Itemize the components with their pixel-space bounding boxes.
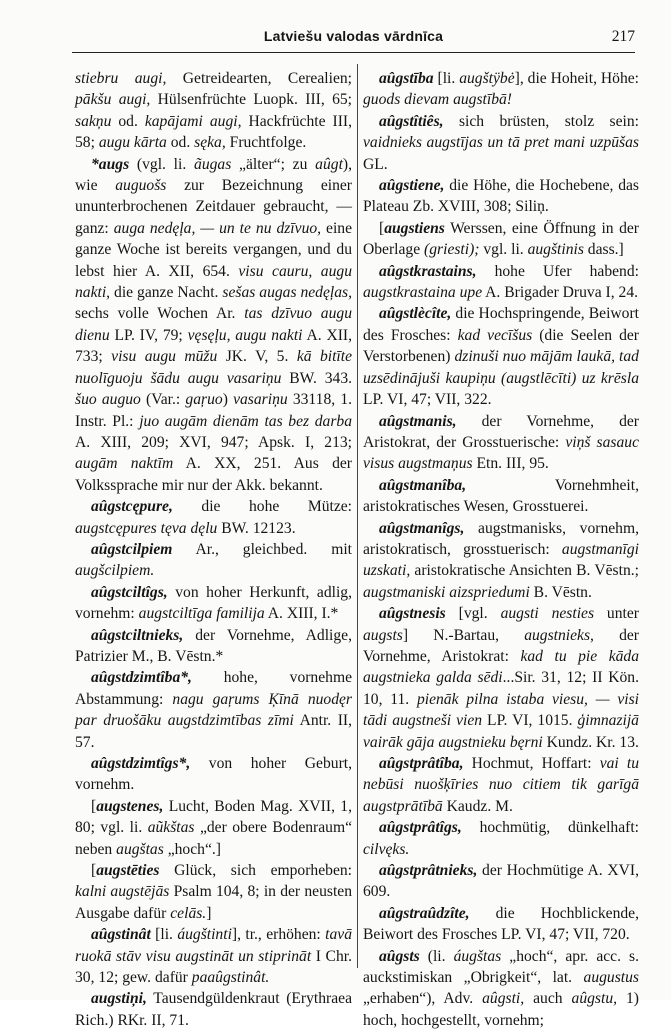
gloss-text: ], die Hoheit, Höhe: bbox=[514, 70, 639, 87]
gloss-text: [ bbox=[91, 797, 97, 815]
headword: aûgstdzimtîba*, bbox=[91, 669, 192, 687]
dictionary-entry-l12 bbox=[75, 988, 352, 1031]
example-text: nagu gaŗums Ķīnā nuodęr par druošāku augstdzimtības zīmi bbox=[75, 690, 352, 730]
headword: aûgstprâtîba, bbox=[379, 755, 464, 772]
example-text: augstkrastaina upe bbox=[363, 284, 483, 302]
dictionary-entry-r08 bbox=[363, 475, 639, 518]
gloss-text: der Vornehme, Aristokrat: bbox=[363, 626, 640, 665]
gloss-text: A. XII, 733; bbox=[75, 326, 352, 366]
example-text: juo augām dienām tas bez darba bbox=[139, 412, 353, 430]
dictionary-entry-r11 bbox=[363, 753, 639, 817]
example-text: sešas augas nedęļas, bbox=[222, 284, 352, 302]
gloss-text: A. XIII, 209; XVI, 947; Apsk. I, 213; bbox=[75, 433, 352, 451]
headword: augstenes, bbox=[96, 797, 164, 815]
headword: aûgstraûdzîte, bbox=[379, 904, 470, 922]
gloss-text: [li. bbox=[150, 926, 178, 944]
gloss-text: zur Bezeichnung einer ununterbrochenen Zeitdauer gebraucht, — ganz: bbox=[75, 177, 352, 237]
gloss-text: „hoch“, apr. acc. s. auckstimiskan „Obrigkeit“, lat. bbox=[363, 947, 639, 987]
gloss-text: A. XIII, I.* bbox=[264, 605, 339, 623]
headword: aûgstdzimtîgs*, bbox=[91, 755, 191, 772]
example-text: dzinuši nuo mājām laukā, tad uzsēdinājuši kaupiņu (augstlēcīti) uz krēsla bbox=[363, 348, 639, 387]
example-text: augustus bbox=[583, 969, 639, 987]
example-text: šuo auguo bbox=[75, 391, 141, 409]
example-text: auga nedęļa, — un te nu dzīvuo, bbox=[113, 219, 322, 237]
example-text: cilvęks. bbox=[363, 840, 410, 858]
gloss-text: Hackfrüchte III, 58; bbox=[75, 112, 352, 152]
gloss-text: eine ganze Woche ist bereits vergangen, und du lebst hier A. XII, 654. bbox=[75, 219, 352, 280]
example-text: áugštas bbox=[453, 947, 502, 965]
gloss-text: BW. 343. bbox=[281, 369, 353, 387]
headword: *augs bbox=[91, 155, 130, 173]
left-column bbox=[75, 68, 353, 1029]
gloss-text: [ bbox=[91, 862, 97, 880]
gloss-text: (Var.: bbox=[140, 391, 186, 409]
headword: aûgstlècîte, bbox=[379, 305, 452, 323]
example-text: aûgstu, bbox=[571, 990, 618, 1008]
gloss-text: ] bbox=[206, 904, 212, 922]
headword: augstiņi, bbox=[91, 990, 147, 1008]
example-text: sakņu bbox=[75, 112, 112, 130]
gloss-text: Hochmut, Hoffart: bbox=[463, 755, 600, 772]
gloss-text: Tausendgüldenkraut (Erythraea Rich.) RKr. II, 71. bbox=[75, 990, 352, 1029]
example-text: augstmanīgi uzskati, bbox=[363, 540, 639, 580]
example-text: paaûgstinât. bbox=[191, 969, 270, 987]
gloss-text: Werssen, eine Öffnung in der Oberlage bbox=[363, 219, 639, 259]
gloss-text: Etn. III, 95. bbox=[472, 455, 549, 473]
dictionary-entry-l08 bbox=[75, 753, 352, 796]
example-text: ģimnaziјā vairāk gāja augstnieku bęrni bbox=[363, 712, 639, 751]
example-text: sęka, bbox=[194, 134, 226, 152]
headword: aûgstcilpiem bbox=[91, 540, 173, 558]
dictionary-entry-r13 bbox=[363, 860, 639, 903]
gloss-text: der Hochmütige A. XVI, 609. bbox=[363, 862, 639, 901]
example-text: guods dievam augstībā! bbox=[363, 91, 512, 109]
gloss-text: 1) hoch, hochgestellt, vornehm; bbox=[363, 990, 639, 1029]
example-text: kā bitīte nuolīguoju šādu augu vasariņu bbox=[75, 348, 353, 387]
gloss-text: hohe, vornehme Abstammung: bbox=[75, 669, 352, 708]
gloss-text: sechs volle Wochen Ar. bbox=[75, 305, 245, 323]
headword: aûgstprâtnieks, bbox=[379, 862, 478, 880]
gloss-text: Fruchtfolge. bbox=[225, 134, 307, 152]
example-text: gaŗuo bbox=[185, 391, 223, 409]
gloss-text: hohe Ufer habend: bbox=[476, 262, 639, 280]
gloss-text: LP. VI, 1015. bbox=[482, 712, 578, 730]
headword: aûgsts bbox=[379, 947, 420, 965]
gloss-text: augstmanisks, vornehm, aristokratisch, grosstuerisch: bbox=[363, 519, 639, 558]
dictionary-entry-l09 bbox=[75, 796, 352, 860]
dictionary-entry-r06 bbox=[363, 303, 639, 410]
gloss-text: die ganze Nacht. bbox=[110, 284, 223, 302]
dictionary-entry-l05 bbox=[75, 582, 352, 625]
example-text: auguošs bbox=[115, 177, 167, 195]
gloss-text: ), wie bbox=[75, 155, 352, 195]
example-text: augu kārta bbox=[98, 134, 167, 152]
headword: aûgstiene, bbox=[379, 177, 445, 195]
example-text: visu augu mūžu bbox=[111, 348, 218, 366]
dictionary-entry-r07 bbox=[363, 411, 639, 475]
example-text: kapājami augi, bbox=[144, 112, 242, 130]
example-text: stiebru augi, bbox=[75, 70, 167, 87]
example-text: pākšu augi, bbox=[75, 91, 151, 109]
gloss-text: „älter“; zu bbox=[231, 155, 316, 173]
dictionary-entry-r09 bbox=[363, 518, 639, 604]
example-text: kad tu pie kāda augstnieka galda sēdi bbox=[363, 647, 640, 687]
gloss-text: von hoher Geburt, vornehm. bbox=[75, 755, 352, 794]
dictionary-entry-l11 bbox=[75, 924, 352, 988]
gloss-text: Lucht, Boden Mag. XVII, 1, 80; vgl. li. bbox=[75, 797, 352, 837]
gloss-text: JK. V, 5. bbox=[217, 348, 297, 366]
headword: aûgstciltîgs, bbox=[91, 583, 168, 601]
headword: aûgstciltnieks, bbox=[91, 626, 184, 644]
example-text: vęsęļu, augu nakti bbox=[187, 326, 303, 344]
dictionary-entry-l06 bbox=[75, 625, 352, 668]
gloss-text: ] N.-Bartau, bbox=[402, 626, 525, 644]
gloss-text: Kaudz. M. bbox=[442, 797, 513, 815]
gloss-text: von hoher Herkunft, adlig, vornehm: bbox=[75, 583, 352, 623]
example-text: tavā ruokā stāv visu augstināt un stiprināt bbox=[75, 926, 352, 965]
dictionary-entry-r10 bbox=[363, 603, 639, 753]
example-text: pienāk pilna istaba viesu, — visi tādi augstneši vien bbox=[363, 690, 640, 730]
gloss-text: die Hochspringende, Beiwort des Frosches: bbox=[363, 305, 639, 344]
dictionary-entry-l04 bbox=[75, 539, 352, 582]
example-text: tas dzīvuo augu dienu bbox=[75, 305, 352, 344]
dictionary-entry-l07 bbox=[75, 667, 352, 753]
gloss-text: [ bbox=[379, 219, 385, 237]
gloss-text: Ar., gleichbed. mit bbox=[172, 540, 352, 558]
column-divider bbox=[357, 64, 358, 968]
gloss-text: Glück, sich emporheben: bbox=[159, 862, 352, 880]
example-text: celās. bbox=[170, 904, 207, 922]
gloss-text: (die Seelen der Verstorbenen) bbox=[363, 326, 640, 366]
gloss-text: Kundz. Kr. 13. bbox=[542, 733, 639, 751]
gloss-text: hochmütig, dünkelhaft: bbox=[461, 819, 639, 837]
gloss-text: „erhaben“), Adv. bbox=[363, 990, 483, 1008]
dictionary-entry-r05 bbox=[363, 261, 639, 304]
example-text: augstnieks, bbox=[524, 626, 594, 644]
example-text: áugštinti bbox=[177, 926, 232, 944]
dictionary-entry-l03 bbox=[75, 496, 352, 539]
headword: augstiens bbox=[384, 219, 445, 237]
gloss-text: [li. bbox=[433, 70, 460, 87]
page-number: 217 bbox=[611, 28, 635, 45]
example-text: aûgsti, bbox=[482, 990, 525, 1008]
dictionary-entry-r04 bbox=[363, 218, 639, 261]
gloss-text: B. Vēstn. bbox=[529, 583, 592, 601]
gloss-text: od. bbox=[111, 112, 145, 130]
headword: aûgstprâtîgs, bbox=[379, 819, 462, 837]
gloss-text: A. XX, 251. Aus der Volkssprache mir nur der Akk. bekannt. bbox=[75, 455, 352, 494]
dictionary-entry-r01 bbox=[363, 68, 639, 111]
gloss-text: unter bbox=[594, 605, 639, 623]
example-text: ãugas bbox=[194, 155, 232, 173]
headword: aûgstmanîba, bbox=[379, 476, 467, 494]
example-text: visu cauru, augu nakti, bbox=[75, 262, 352, 302]
gloss-text: aristokratische Ansichten B. Vēstn.; bbox=[410, 562, 639, 580]
gloss-text: (vgl. li. bbox=[129, 155, 195, 173]
gloss-text: A. Brigader Druva I, 24. bbox=[482, 284, 639, 302]
example-text: augšcilpiem. bbox=[75, 562, 155, 580]
gloss-text: dass.] bbox=[583, 241, 624, 259]
gloss-text: „hoch“.] bbox=[163, 840, 221, 858]
headword: aûgstkrastains, bbox=[379, 262, 477, 280]
gloss-text: die hohe Mütze: bbox=[172, 498, 352, 516]
gloss-text: ) bbox=[222, 391, 234, 409]
gloss-text: vgl. li. bbox=[479, 241, 528, 259]
headword: aûgstcępure, bbox=[91, 498, 173, 516]
example-text: augstmaniski aizspriedumi bbox=[363, 583, 530, 601]
gloss-text: sich brüsten, stolz sein: bbox=[443, 112, 639, 130]
example-text: (griesti); bbox=[424, 241, 480, 259]
example-text: aûgt bbox=[315, 155, 343, 173]
gloss-text: auch bbox=[524, 990, 572, 1008]
dictionary-entry-r14 bbox=[363, 903, 639, 946]
example-text: vaidnieks augstījas un tā pret mani uzpūšas bbox=[363, 134, 639, 152]
example-text: augsts bbox=[363, 626, 403, 644]
gloss-text: (li. bbox=[419, 947, 454, 965]
right-column bbox=[363, 68, 640, 1029]
headword: aûgstinât bbox=[91, 926, 151, 944]
dictionary-entry-r12 bbox=[363, 817, 639, 860]
gloss-text: od. bbox=[166, 134, 195, 152]
gloss-text: ], tr., erhöhen: bbox=[231, 926, 326, 944]
gloss-text: der Vornehme, der Aristokrat, der Grosstuerische: bbox=[363, 412, 639, 451]
example-text: augstcępures tęva dęlu bbox=[75, 519, 218, 537]
example-text: augstciltīga familija bbox=[138, 605, 265, 623]
example-text: kad vecīšus bbox=[457, 326, 533, 344]
gloss-text: Antr. II, 57. bbox=[75, 712, 353, 751]
gloss-text: 33118, 1. Instr. Pl.: bbox=[75, 391, 353, 430]
gloss-text: der Vornehme, Adlige, Patrizier M., B. Vēstn.* bbox=[75, 626, 352, 665]
header-title: Latviešu valodas vārdnīca bbox=[263, 28, 444, 44]
dictionary-entry-r15 bbox=[363, 946, 639, 1031]
gloss-text: „der obere Bodenraum“ neben bbox=[75, 819, 352, 858]
example-text: augštinis bbox=[527, 241, 584, 259]
gloss-text: LP. IV, 79; bbox=[109, 326, 188, 344]
dictionary-entry-r03 bbox=[363, 175, 639, 218]
gloss-text: BW. 12123. bbox=[217, 519, 296, 537]
gloss-text: ...Sir. 31, 12; II Kön. 10, 11. bbox=[363, 669, 639, 708]
gloss-text: [vgl. bbox=[445, 605, 501, 623]
gloss-text: GL. bbox=[363, 155, 388, 173]
example-text: augštas bbox=[116, 840, 164, 858]
example-text: augsti nesties bbox=[500, 605, 595, 623]
gloss-text: I Chr. 30, 12; gew. dafür bbox=[75, 947, 352, 987]
gloss-text: die Höhe, die Hochebene, das Plateau Zb. XVIII, 308; Siliņ. bbox=[363, 177, 639, 216]
running-header bbox=[72, 28, 635, 53]
gloss-text: LP. VI, 47; VII, 322. bbox=[363, 391, 492, 409]
dictionary-entry-r02 bbox=[363, 111, 639, 175]
gloss-text: Vornehmheit, aristokratisches Wesen, Grosstuerei. bbox=[363, 476, 639, 516]
example-text: vasariņu bbox=[233, 391, 288, 409]
gloss-text: Getreidearten, Cerealien; bbox=[166, 70, 352, 87]
example-text: viņš sasauc visus augstmaņus bbox=[363, 433, 639, 473]
headword: aûgstmanis, bbox=[379, 412, 457, 430]
example-text: aũkštas bbox=[147, 819, 195, 837]
gloss-text: Hülsenfrüchte Luopk. III, 65; bbox=[150, 91, 352, 109]
headword: augstēties bbox=[96, 862, 160, 880]
headword: aûgstība bbox=[379, 70, 434, 87]
dictionary-entry-l01 bbox=[75, 68, 352, 154]
gloss-text: die Hochblickende, Beiwort des Frosches LP. VI, 47; VII, 720. bbox=[363, 904, 639, 944]
example-text: kalni augstējās bbox=[75, 883, 170, 901]
dictionary-entry-l02 bbox=[75, 154, 352, 497]
headword: aûgstîtiês, bbox=[379, 112, 444, 130]
example-text: augštÿbė bbox=[459, 70, 515, 87]
gloss-text: Psalm 104, 8; in der neusten Ausgabe dafür bbox=[75, 883, 353, 922]
example-text: augām naktīm bbox=[75, 455, 174, 473]
example-text: vai tu nebūsi nuošķīries nuo citiem tik garīgā augstprātībā bbox=[363, 755, 639, 815]
dictionary-entry-l10 bbox=[75, 860, 352, 924]
headword: aûgstnesis bbox=[379, 605, 446, 623]
headword: aûgstmanîgs, bbox=[379, 519, 465, 537]
